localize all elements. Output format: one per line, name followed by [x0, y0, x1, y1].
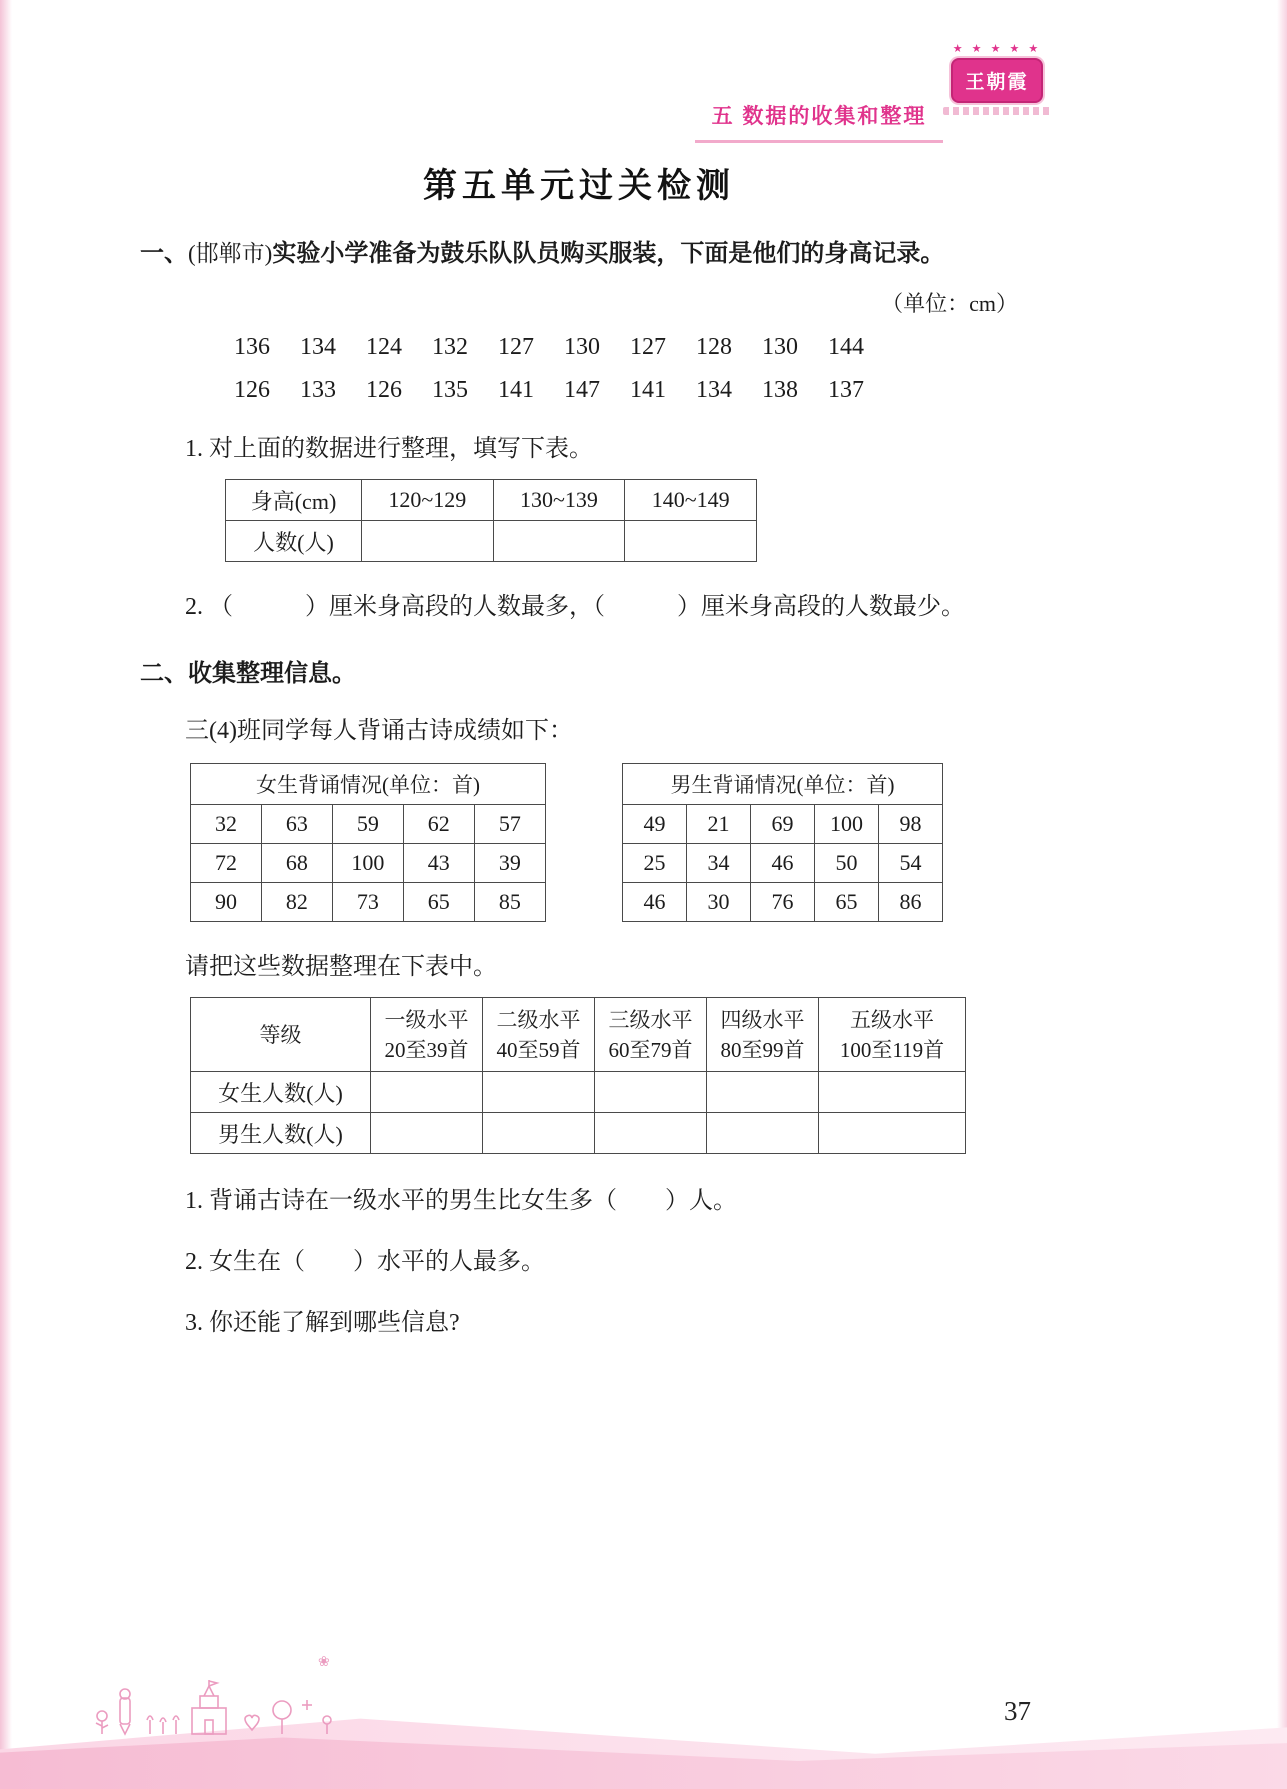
- height-value: 130: [564, 334, 600, 360]
- header-cell: 120~129: [362, 480, 494, 521]
- data-cell: 85: [474, 883, 545, 922]
- question-1-1: 1. 对上面的数据进行整理，填写下表。: [185, 436, 593, 462]
- section1-text: 实验小学准备为鼓乐队队员购买服装，下面是他们的身高记录。: [272, 240, 945, 267]
- table-title-cell: 男生背诵情况(单位：首): [623, 764, 943, 805]
- height-value: 134: [300, 334, 336, 360]
- page-number: 37: [1004, 1696, 1031, 1726]
- boys-recitation-table: [622, 763, 943, 922]
- row-label-cell: 人数(人): [226, 521, 362, 562]
- height-value: 127: [630, 334, 666, 360]
- data-cell: 49: [623, 805, 687, 844]
- blank-cell: [707, 1072, 819, 1113]
- girls-recitation-table: [190, 763, 546, 922]
- table-row: [191, 805, 546, 844]
- header-cell: 130~139: [493, 480, 625, 521]
- table-title-cell: 女生背诵情况(单位：首): [191, 764, 546, 805]
- height-value: 135: [432, 377, 468, 403]
- table-row: [623, 805, 943, 844]
- data-cell: 82: [261, 883, 332, 922]
- stars-icon: ★ ★ ★ ★ ★: [952, 43, 1042, 55]
- table-row: [191, 998, 966, 1072]
- stamp-subtext-decoration: [943, 107, 1051, 115]
- section2-instruction: 请把这些数据整理在下表中。: [185, 954, 497, 980]
- data-cell: 21: [686, 805, 750, 844]
- data-cell: 46: [750, 844, 814, 883]
- data-cell: 65: [403, 883, 474, 922]
- data-cell: 100: [814, 805, 878, 844]
- question-1-2: 2. （ ）厘米身高段的人数最多，（ ）厘米身高段的人数最少。: [185, 594, 965, 620]
- level-name: 三级水平: [608, 1007, 693, 1032]
- data-cell: 69: [750, 805, 814, 844]
- blank-cell: [371, 1072, 483, 1113]
- height-value: 124: [366, 334, 402, 360]
- table-row: [191, 844, 546, 883]
- data-cell: 30: [686, 883, 750, 922]
- height-value: 138: [762, 377, 798, 403]
- height-value: 144: [828, 334, 864, 360]
- height-value: 127: [498, 334, 534, 360]
- header-cell: 140~149: [625, 480, 757, 521]
- page-title: 第五单元过关检测: [423, 167, 735, 205]
- height-value: 136: [234, 334, 270, 360]
- row-label-cell: 男生人数(人): [191, 1113, 371, 1154]
- height-value: 141: [630, 377, 666, 403]
- data-cell: 59: [332, 805, 403, 844]
- page-content: [140, 158, 1018, 1337]
- height-value: 134: [696, 377, 732, 403]
- publisher-stamp: [943, 42, 1051, 115]
- question-2-2: 2. 女生在（ ）水平的人最多。: [185, 1249, 545, 1275]
- data-cell: 100: [332, 844, 403, 883]
- corner-cell: 等级: [191, 998, 371, 1072]
- header-cell: [483, 998, 595, 1072]
- data-cell: 34: [686, 844, 750, 883]
- data-cell: 98: [878, 805, 942, 844]
- table-row: [623, 844, 943, 883]
- height-data-row-1: [228, 334, 1018, 361]
- page-edge-right: [1277, 0, 1287, 1789]
- level-name: 五级水平: [850, 1007, 934, 1032]
- header-cell: [707, 998, 819, 1072]
- table-row: [226, 521, 757, 562]
- height-value: 130: [762, 334, 798, 360]
- section2-questions: [140, 1180, 1018, 1337]
- question-2-1: 1. 背诵古诗在一级水平的男生比女生多（ ）人。: [185, 1188, 737, 1214]
- publisher-logo: 王朝霞: [951, 58, 1043, 103]
- height-value: 128: [696, 334, 732, 360]
- data-cell: 63: [261, 805, 332, 844]
- header-cell: 身高(cm): [226, 480, 362, 521]
- question-2-3: 3. 你还能了解到哪些信息?: [185, 1310, 460, 1336]
- table-row: [226, 480, 757, 521]
- data-cell: 32: [191, 805, 262, 844]
- level-range: 20至39首: [384, 1037, 469, 1062]
- section1-heading: [140, 237, 1018, 271]
- table-row: [191, 1072, 966, 1113]
- data-cell: 72: [191, 844, 262, 883]
- blank-cell: [595, 1072, 707, 1113]
- table-row: [623, 883, 943, 922]
- section2-heading: 二、收集整理信息。: [140, 660, 356, 687]
- data-cell: 39: [474, 844, 545, 883]
- level-summary-table: [190, 997, 966, 1154]
- header-cell: [819, 998, 966, 1072]
- data-cell: 46: [623, 883, 687, 922]
- table-row: [191, 764, 546, 805]
- unit-header-label: 五 数据的收集和整理: [711, 105, 927, 128]
- recitation-tables: [190, 763, 1018, 922]
- section2-intro: 三(4)班同学每人背诵古诗成绩如下：: [185, 718, 573, 744]
- height-data-row-2: [228, 377, 1018, 404]
- section1-source: (邯郸市): [188, 241, 273, 266]
- data-cell: 43: [403, 844, 474, 883]
- blank-cell: [819, 1072, 966, 1113]
- height-value: 133: [300, 377, 336, 403]
- data-cell: 62: [403, 805, 474, 844]
- level-range: 60至79首: [608, 1037, 693, 1062]
- blank-cell: [362, 521, 494, 562]
- data-cell: 57: [474, 805, 545, 844]
- table-row: [623, 764, 943, 805]
- level-name: 二级水平: [496, 1007, 581, 1032]
- data-cell: 86: [878, 883, 942, 922]
- page-edge-left: [0, 0, 12, 1789]
- height-tally-table: [225, 479, 757, 562]
- height-value: 126: [366, 377, 402, 403]
- blank-cell: [483, 1113, 595, 1154]
- blank-cell: [819, 1113, 966, 1154]
- blank-cell: [595, 1113, 707, 1154]
- blank-cell: [483, 1072, 595, 1113]
- blank-cell: [625, 521, 757, 562]
- level-range: 100至119首: [839, 1037, 945, 1062]
- unit-header: [695, 100, 943, 143]
- level-range: 40至59首: [496, 1037, 581, 1062]
- data-cell: 68: [261, 844, 332, 883]
- data-cell: 65: [814, 883, 878, 922]
- table-row: [191, 883, 546, 922]
- data-cell: 50: [814, 844, 878, 883]
- blank-cell: [371, 1113, 483, 1154]
- table-row: [191, 1113, 966, 1154]
- section1-number: 一、: [140, 240, 188, 267]
- unit-note: （单位：cm）: [881, 291, 1018, 316]
- height-value: 147: [564, 377, 600, 403]
- height-value: 137: [828, 377, 864, 403]
- blank-cell: [707, 1113, 819, 1154]
- height-value: 132: [432, 334, 468, 360]
- level-range: 80至99首: [720, 1037, 805, 1062]
- data-cell: 54: [878, 844, 942, 883]
- butterfly-icon: ❀: [318, 1655, 330, 1670]
- row-label-cell: 女生人数(人): [191, 1072, 371, 1113]
- blank-cell: [493, 521, 625, 562]
- level-name: 一级水平: [384, 1007, 469, 1032]
- data-cell: 25: [623, 844, 687, 883]
- level-name: 四级水平: [720, 1007, 805, 1032]
- height-value: 126: [234, 377, 270, 403]
- data-cell: 73: [332, 883, 403, 922]
- footer-doodles-icon: [92, 1680, 342, 1743]
- height-value: 141: [498, 377, 534, 403]
- data-cell: 90: [191, 883, 262, 922]
- header-cell: [595, 998, 707, 1072]
- data-cell: 76: [750, 883, 814, 922]
- header-cell: [371, 998, 483, 1072]
